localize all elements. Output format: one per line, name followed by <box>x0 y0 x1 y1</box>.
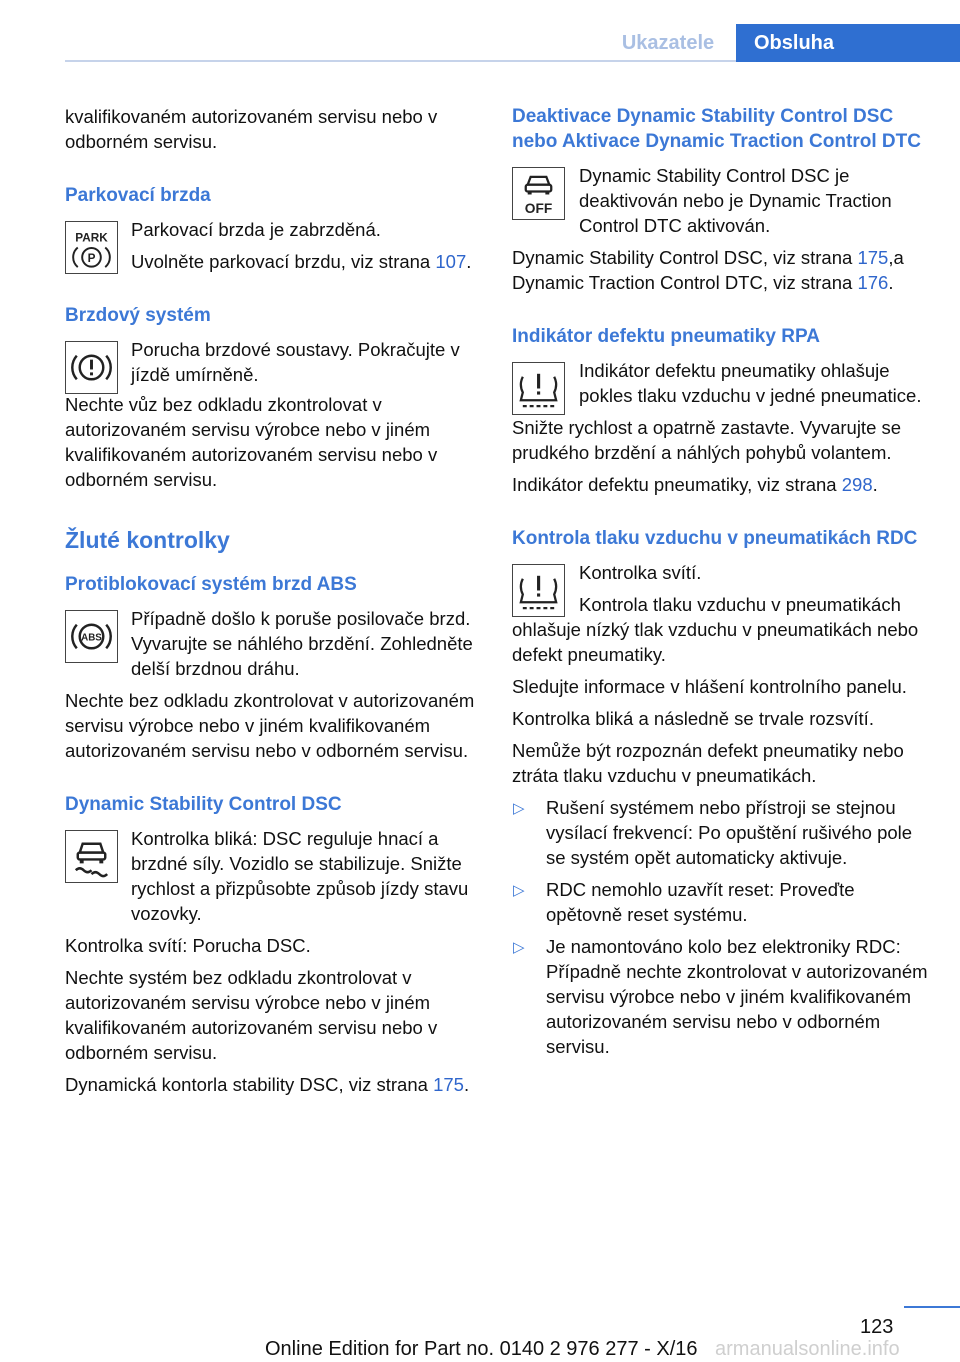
heading-dsc-off: Deaktivace Dynamic Stability Control DSC nebo Aktivace Dynamic Traction Control DTC <box>512 106 921 152</box>
dsc-off-line1: Dynamic Stability Control DSC je deaktivován nebo je Dynamic Traction Control DTC aktivován. <box>579 165 892 236</box>
dsc-off-line2-end: . <box>888 272 894 293</box>
watermark: armanualsonline.info <box>715 1338 900 1360</box>
heading-abs: Protiblokovací systém brzd ABS <box>65 574 357 595</box>
rpa-line2: Snižte rychlost a opatrně zastavte. Vyvarujte se prudkého brzdění a náhlých pohybů volantem. <box>512 417 902 463</box>
abs-line2: Nechte bez odkladu zkontrolovat v autorizovaném servisu výrobce nebo v jiném kvalifikovaném autorizovaném servisu nebo v odborném servisu. <box>65 690 475 761</box>
page-link-176[interactable]: 176 <box>857 272 889 293</box>
left-column <box>65 104 475 1104</box>
page-number: 123 <box>860 1316 894 1338</box>
dsc-off-icon <box>512 167 565 220</box>
svg-text:P: P <box>87 252 96 266</box>
triangle-bullet-icon: ▷ <box>513 939 525 956</box>
rdc-line5: Nemůže být rozpoznán defekt pneumatiky nebo ztráta tlaku vzduchu v pneumatikách. <box>512 740 904 786</box>
heading-dsc: Dynamic Stability Control DSC <box>65 794 342 815</box>
parking-line2-text: Uvolněte parkovací brzdu, viz strana <box>131 251 436 272</box>
dsc-off-block <box>512 163 928 238</box>
brake-line2: Nechte vůz bez odkladu zkontrolovat v autorizovaném servisu výrobce nebo v jiném kvalifikovaném autorizovaném servisu nebo v odborném servisu. <box>65 394 438 490</box>
footer-rule <box>904 1306 960 1308</box>
heading-rdc: Kontrola tlaku vzduchu v pneumatikách RDC <box>512 528 918 549</box>
brake-system-block <box>65 337 475 394</box>
dsc-icon <box>65 830 118 883</box>
rpa-line3-text: Indikátor defektu pneumatiky, viz strana <box>512 474 842 495</box>
abs-block <box>65 606 475 681</box>
rdc-line3: Sledujte informace v hlášení kontrolního panelu. <box>512 676 907 697</box>
parking-brake-block <box>65 217 475 274</box>
dsc-line4-text: Dynamická kontorla stability DSC, viz strana <box>65 1074 434 1095</box>
bullet-text: RDC nemohlo uzavřít reset: Proveďte opětovně reset systému. <box>546 879 855 925</box>
triangle-bullet-icon: ▷ <box>513 882 525 899</box>
rpa-line1: Indikátor defektu pneumatiky ohlašuje pokles tlaku vzduchu v jedné pneumatice. <box>579 360 922 406</box>
tab-obsluha[interactable]: Obsluha <box>736 24 960 62</box>
tab-ukazatele[interactable]: Ukazatele <box>621 32 715 54</box>
rpa-line3-end: . <box>872 474 878 495</box>
dsc-off-line2-mid: ,a Dynamic Traction Control DTC, viz strana <box>512 247 904 293</box>
page-link-175[interactable]: 175 <box>433 1074 464 1095</box>
svg-text:ABS: ABS <box>81 632 102 644</box>
rpa-line3 <box>512 472 928 497</box>
dsc-off-line2 <box>512 245 928 295</box>
page-link-107[interactable]: 107 <box>435 251 467 272</box>
dsc-line4 <box>65 1072 475 1097</box>
list-item <box>512 795 928 870</box>
heading-parking-brake: Parkovací brzda <box>65 185 211 206</box>
rdc-bullet-list <box>512 795 928 1059</box>
rdc-line1: Kontrolka svítí. <box>579 562 702 583</box>
rdc-block <box>512 560 928 667</box>
rdc-line4: Kontrolka bliká a následně se trvale rozsvítí. <box>512 708 874 729</box>
parking-line2 <box>131 249 475 274</box>
brake-warning-icon <box>65 341 118 394</box>
brake-line1: Porucha brzdové soustavy. Pokračujte v jízdě umírněně. <box>131 339 460 385</box>
page-link-175-b[interactable]: 175 <box>857 247 889 268</box>
bullet-text: Rušení systémem nebo přístroji se stejnou vysílací frekvencí: Po opuštění rušivého pole se systém opět automaticky aktivuje. <box>546 797 913 868</box>
rpa-block <box>512 358 928 415</box>
park-brake-icon <box>65 221 118 274</box>
dsc-line3: Nechte systém bez odkladu zkontrolovat v autorizovaném servisu výrobce nebo v jiném kvalifikovaném autorizovaném servisu nebo v odborném servisu. <box>65 967 438 1063</box>
tire-pressure-icon <box>512 564 565 617</box>
parking-line2-end: . <box>466 251 472 272</box>
intro-text: kvalifikovaném autorizovaném servisu nebo v odborném servisu. <box>65 106 438 152</box>
parking-line1: Parkovací brzda je zabrzděná. <box>131 219 381 240</box>
list-item <box>512 877 928 927</box>
heading-brake-system: Brzdový systém <box>65 305 211 326</box>
dsc-line2: Kontrolka svítí: Porucha DSC. <box>65 935 311 956</box>
dsc-off-line2-text: Dynamic Stability Control DSC, viz strana <box>512 247 858 268</box>
abs-icon <box>65 610 118 663</box>
edition-text: Online Edition for Part no. 0140 2 976 277 - X/16 <box>265 1338 698 1360</box>
svg-text:PARK: PARK <box>75 231 108 245</box>
dsc-line4-end: . <box>463 1074 470 1095</box>
page-link-298[interactable]: 298 <box>841 474 873 495</box>
dsc-line1: Kontrolka bliká: DSC reguluje hnací a brzdné síly. Vozidlo se stabilizuje. Snižte rychlost a přizpůsobte způsob jízdy stavu vozovky. <box>131 828 469 924</box>
tire-warning-icon <box>512 362 565 415</box>
abs-line1: Případně došlo k poruše posilovače brzd. Vyvarujte se náhlého brzdění. Zohledněte delší brzdnou dráhu. <box>131 608 473 679</box>
dsc-off-icon-text: OFF <box>524 201 553 217</box>
heading-yellow-lights: Žluté kontrolky <box>65 527 230 553</box>
dsc-block <box>65 826 475 926</box>
right-column <box>512 104 928 1066</box>
heading-rpa: Indikátor defektu pneumatiky RPA <box>512 326 820 347</box>
rdc-line2: Kontrola tlaku vzduchu v pneumatikách ohlašuje nízký tlak vzduchu v pneumatikách nebo defekt pneumatiky. <box>512 594 919 665</box>
triangle-bullet-icon: ▷ <box>513 800 525 817</box>
list-item <box>512 934 928 1059</box>
bullet-text: Je namontováno kolo bez elektroniky RDC: Případně nechte zkontrolovat v autorizovaném servisu výrobce nebo v jiném kvalifikovaném autorizovaném servisu nebo v odborném servisu. <box>546 936 928 1057</box>
